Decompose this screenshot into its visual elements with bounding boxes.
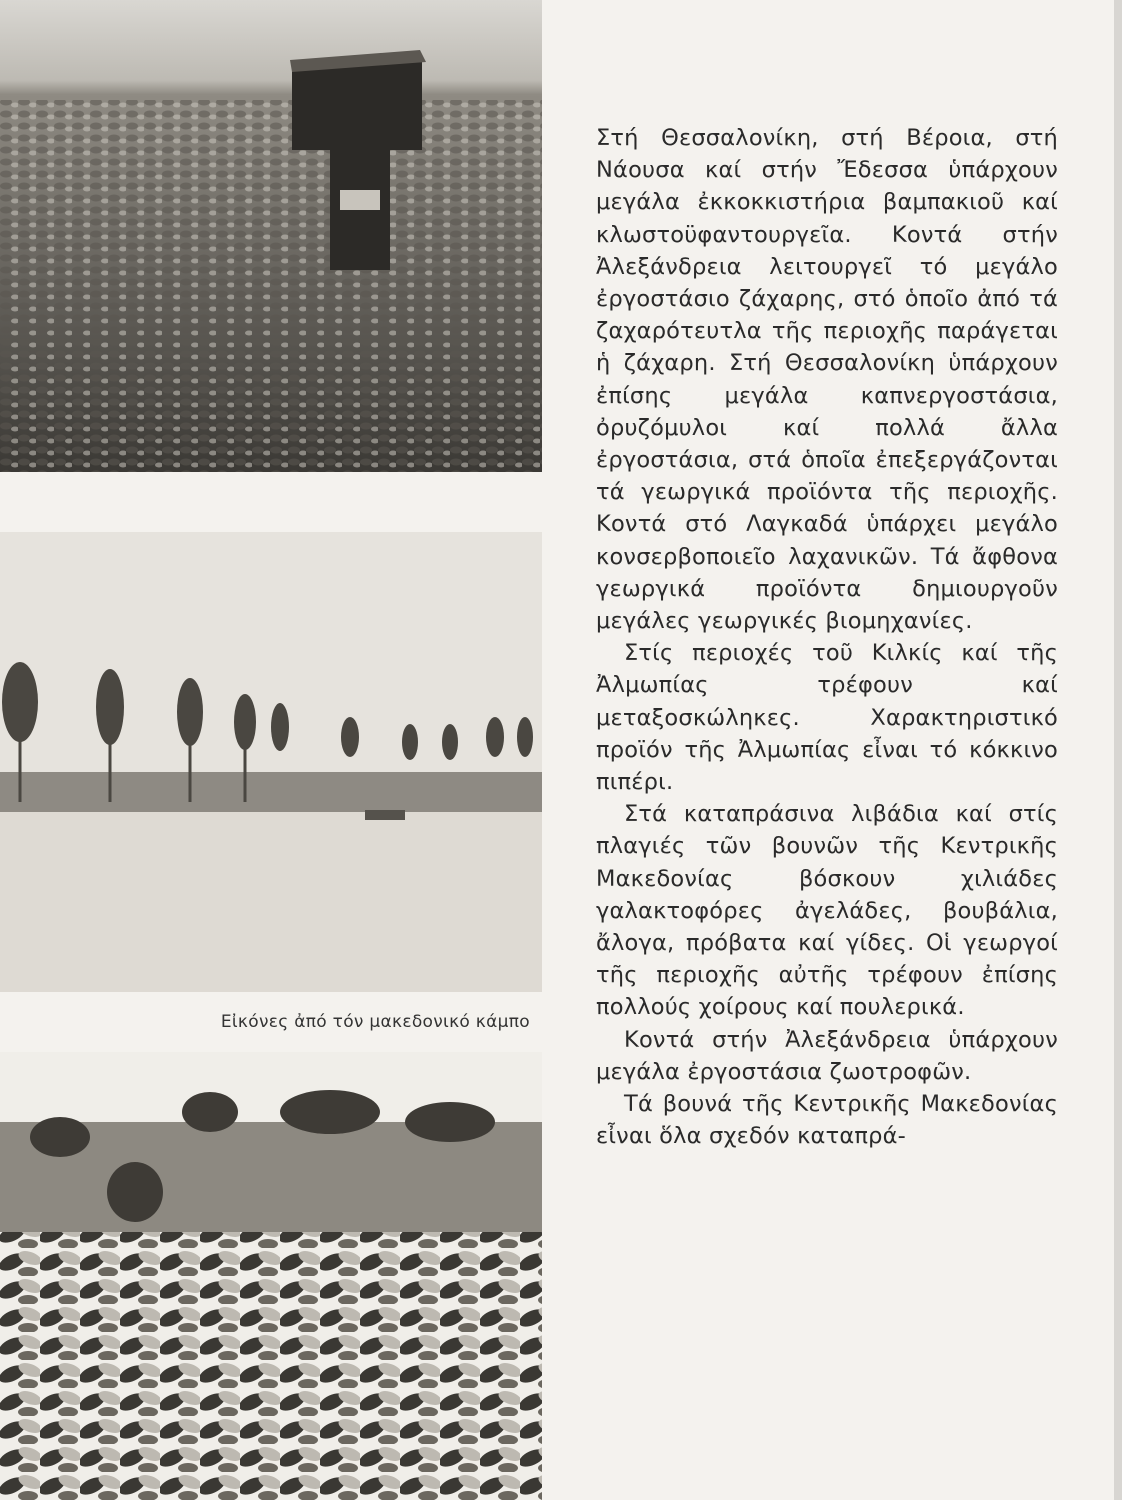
paragraph-silkworms: Στίς περιοχές τοῦ Κιλκίς καί τῆς Ἀλμωπίας τρέφουν καί μεταξοσκώληκες. Χαρακτηριστικό προϊόν τῆς Ἀλμωπίας εἶναι τό κόκκινο πιπέρι. bbox=[596, 640, 1058, 796]
tobacco-field-photo-icon bbox=[0, 1052, 542, 1500]
paragraph-livestock: Στά καταπράσινα λιβάδια καί στίς πλαγιές τῶν βουνῶν τῆς Κεντρικῆς Μακεδονίας βόσκουν χιλιάδες γαλακτοφόρες ἀγελάδες, βουβάλια, ἄλογα, πρόβατα καί γίδες. Οἱ γεωργοί τῆς περιοχῆς αὐτῆς τρέφουν ἐπίσης πολλούς χοίρους καί πουλερικά. bbox=[596, 801, 1058, 1021]
body-text bbox=[596, 122, 1058, 1153]
paragraph-industries: Στή Θεσσαλονίκη, στή Βέροια, στή Νάουσα καί στήν Ἔδεσσα ὑπάρχουν μεγάλα ἐκκοκκιστήρια βαμπακιοῦ καί κλωστοϋφαντουργεῖα. Κοντά στήν Ἀλεξάνδρεια λειτουργεῖ τό μεγάλο ἐργοστάσιο ζάχαρης, στό ὁποῖο ἀπό τά ζαχαρότευτλα τῆς περιοχῆς παράγεται ἡ ζάχαρη. Στή Θεσσαλονίκη ὑπάρχουν ἐπίσης μεγάλα καπνεργοστάσια, ὀρυζόμυλοι καί πολλά ἄλλα ἐργοστάσια, στά ὁποῖα ἐπεξεργάζονται τά γεωργικά προϊόντα τῆς περιοχῆς. Κοντά στό Λαγκαδά ὑπάρχει μεγάλο κονσερβοποιεῖο λαχανικῶν. Τά ἄφθονα γεωργικά προϊόντα δημιουργοῦν μεγάλες γεωργικές βιομηχανίες. bbox=[596, 125, 1058, 635]
harvester-field-photo-icon bbox=[0, 0, 542, 472]
photo-caption: Εἰκόνες ἀπό τόν μακεδονικό κάμπο bbox=[220, 1012, 530, 1032]
harvester-field-photo bbox=[0, 0, 542, 472]
tree-row-field-photo-icon bbox=[0, 532, 542, 992]
tree-row-field-photo bbox=[0, 532, 542, 992]
paragraph-mountains: Τά βουνά τῆς Κεντρικῆς Μακεδονίας εἶναι ὅλα σχεδόν καταπρά- bbox=[596, 1091, 1058, 1150]
paragraph-feed-factories: Κοντά στήν Ἀλεξάνδρεια ὑπάρχουν μεγάλα ἐργοστάσια ζωοτροφῶν. bbox=[596, 1026, 1058, 1085]
tobacco-field-photo bbox=[0, 1052, 542, 1500]
page-edge bbox=[1114, 0, 1122, 1500]
